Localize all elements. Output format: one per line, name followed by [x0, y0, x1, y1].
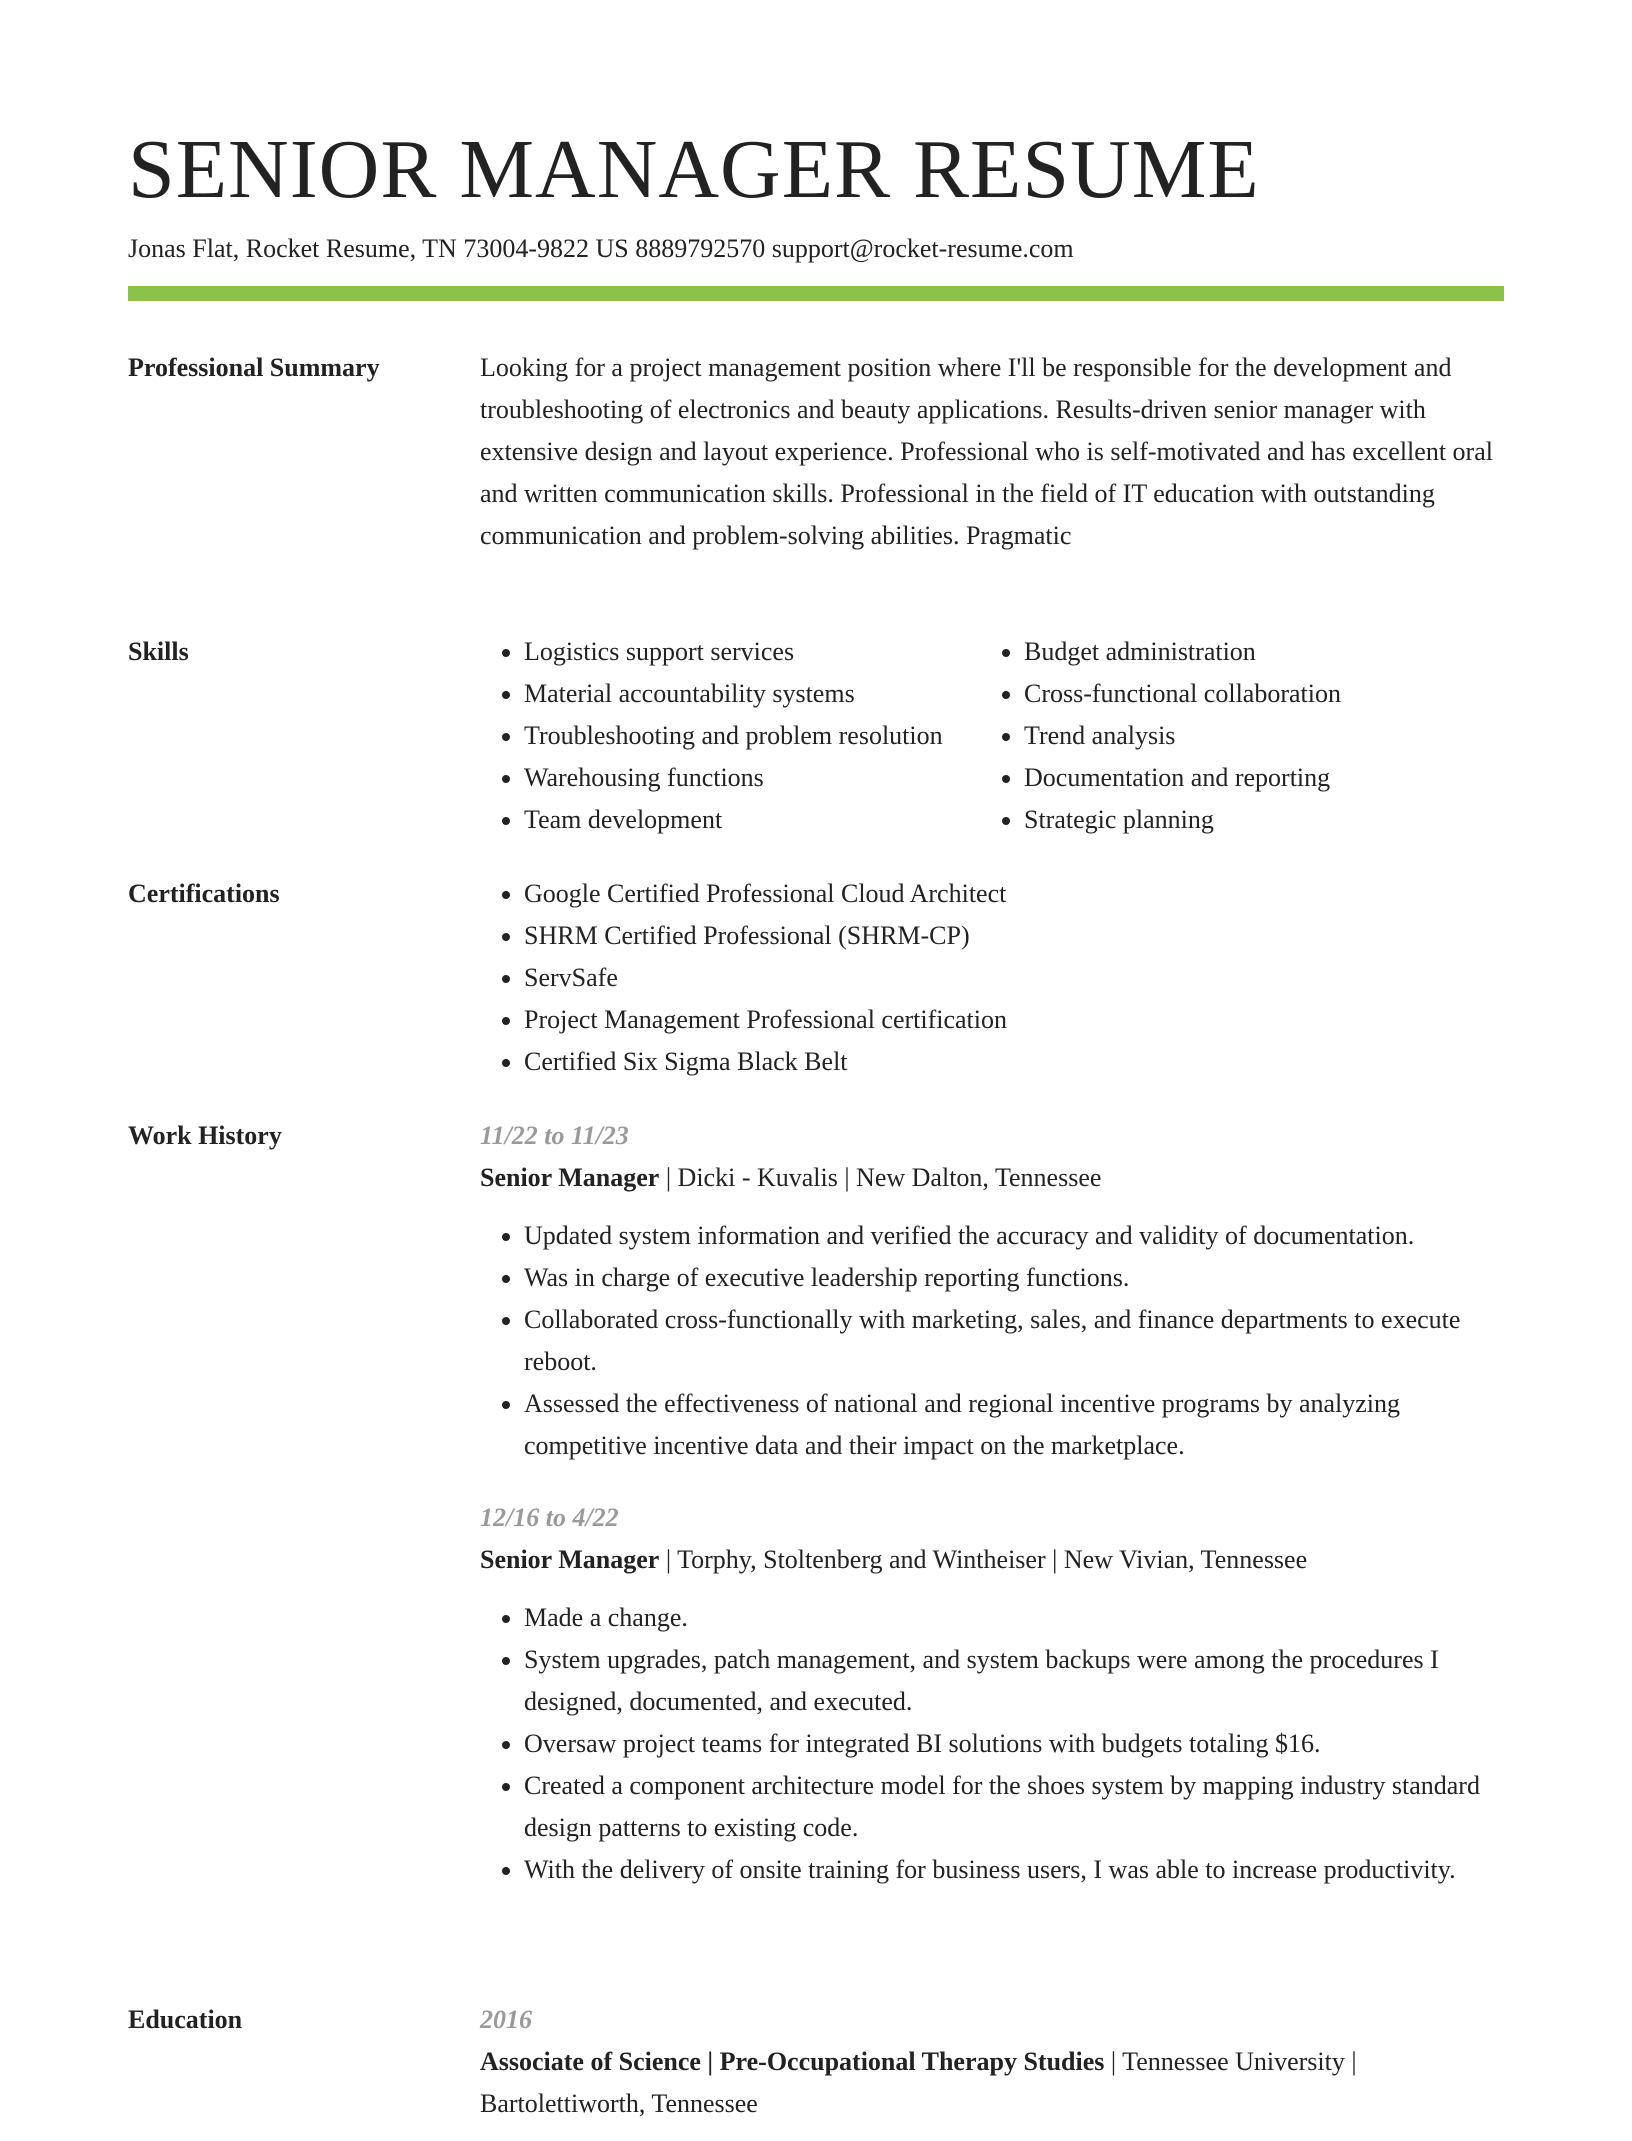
resume-title: SENIOR MANAGER RESUME	[128, 123, 1260, 216]
job-details: | Dicki - Kuvalis | New Dalton, Tennessee	[659, 1163, 1102, 1192]
contact-line: Jonas Flat, Rocket Resume, TN 73004-9822 US 8889792570 support@rocket-resume.com	[128, 234, 1074, 263]
job-bullet: • Created a component architecture model for the shoes system by mapping industry standard design patterns to existing code.	[524, 1765, 1504, 1849]
skills-column-1	[480, 631, 984, 841]
job-entry	[480, 1497, 1504, 1891]
job-bullet: • Was in charge of executive leadership reporting functions.	[524, 1257, 1504, 1299]
certification-item: • SHRM Certified Professional (SHRM-CP)	[524, 915, 1504, 957]
skill-item: • Strategic planning	[1024, 799, 1484, 841]
skill-item: • Troubleshooting and problem resolution	[524, 715, 984, 757]
skills-body	[480, 631, 1504, 841]
job-bullets	[480, 1597, 1504, 1891]
job-title-line	[480, 1539, 1504, 1581]
certifications-list	[480, 873, 1504, 1083]
certification-item: • Project Management Professional certification	[524, 999, 1504, 1041]
job-title-line	[480, 1157, 1504, 1199]
job-bullet: • Updated system information and verified the accuracy and validity of documentation.	[524, 1215, 1504, 1257]
job-entry	[480, 1115, 1504, 1467]
job-bullet: • With the delivery of onsite training for business users, I was able to increase productivity.	[524, 1849, 1504, 1891]
skill-item: • Warehousing functions	[524, 757, 984, 799]
accent-divider	[128, 286, 1504, 301]
education-degree: Associate of Science | Pre-Occupational Therapy Studies	[480, 2047, 1105, 2076]
skills-column-2	[984, 631, 1484, 841]
section-title: Skills	[128, 637, 189, 666]
job-position: Senior Manager	[480, 1163, 660, 1192]
skill-item: • Material accountability systems	[524, 673, 984, 715]
certification-item: • ServSafe	[524, 957, 1504, 999]
summary-text: Looking for a project management position where I'll be responsible for the development and troubleshooting of electronics and beauty applications. Results-driven senior manager with extensive design and layout experience. Professional who is self-motivated and has excellent oral and written communication skills. Professional in the field of IT education with outstanding communication and problem-solving abilities. Pragmatic	[480, 353, 1493, 550]
job-bullet: • Collaborated cross-functionally with marketing, sales, and finance departments to execute reboot.	[524, 1299, 1504, 1383]
job-bullets	[480, 1215, 1504, 1467]
job-dates: 12/16 to 4/22	[480, 1503, 619, 1532]
job-bullet: • Oversaw project teams for integrated BI solutions with budgets totaling $16.	[524, 1723, 1504, 1765]
job-details: | Torphy, Stoltenberg and Wintheiser | New Vivian, Tennessee	[659, 1545, 1308, 1574]
skill-item: • Documentation and reporting	[1024, 757, 1484, 799]
work-history-body	[480, 1115, 1504, 1891]
job-bullet: • Made a change.	[524, 1597, 1504, 1639]
summary-body	[480, 347, 1504, 557]
skill-item: • Budget administration	[1024, 631, 1484, 673]
skill-item: • Team development	[524, 799, 984, 841]
section-title: Education	[128, 2005, 243, 2034]
section-title: Certifications	[128, 879, 280, 908]
job-dates: 11/22 to 11/23	[480, 1121, 629, 1150]
education-body	[480, 1999, 1504, 2141]
job-bullet: • Assessed the effectiveness of national and regional incentive programs by analyzing competitive incentive data and their impact on the marketplace.	[524, 1383, 1504, 1467]
education-details: | Tennessee University | Bartolettiworth, Tennessee	[480, 2047, 1357, 2118]
section-title: Professional Summary	[128, 353, 380, 382]
job-position: Senior Manager	[480, 1545, 660, 1574]
certifications-body	[480, 873, 1504, 1083]
education-year: 2016	[480, 2005, 532, 2034]
skill-item: • Trend analysis	[1024, 715, 1484, 757]
job-bullet: • System upgrades, patch management, and system backups were among the procedures I designed, documented, and executed.	[524, 1639, 1504, 1723]
section-title: Work History	[128, 1121, 282, 1150]
skill-item: • Cross-functional collaboration	[1024, 673, 1484, 715]
certification-item: • Google Certified Professional Cloud Architect	[524, 873, 1504, 915]
education-line	[480, 2041, 1504, 2125]
certification-item: • Certified Six Sigma Black Belt	[524, 1041, 1504, 1083]
skill-item: • Logistics support services	[524, 631, 984, 673]
